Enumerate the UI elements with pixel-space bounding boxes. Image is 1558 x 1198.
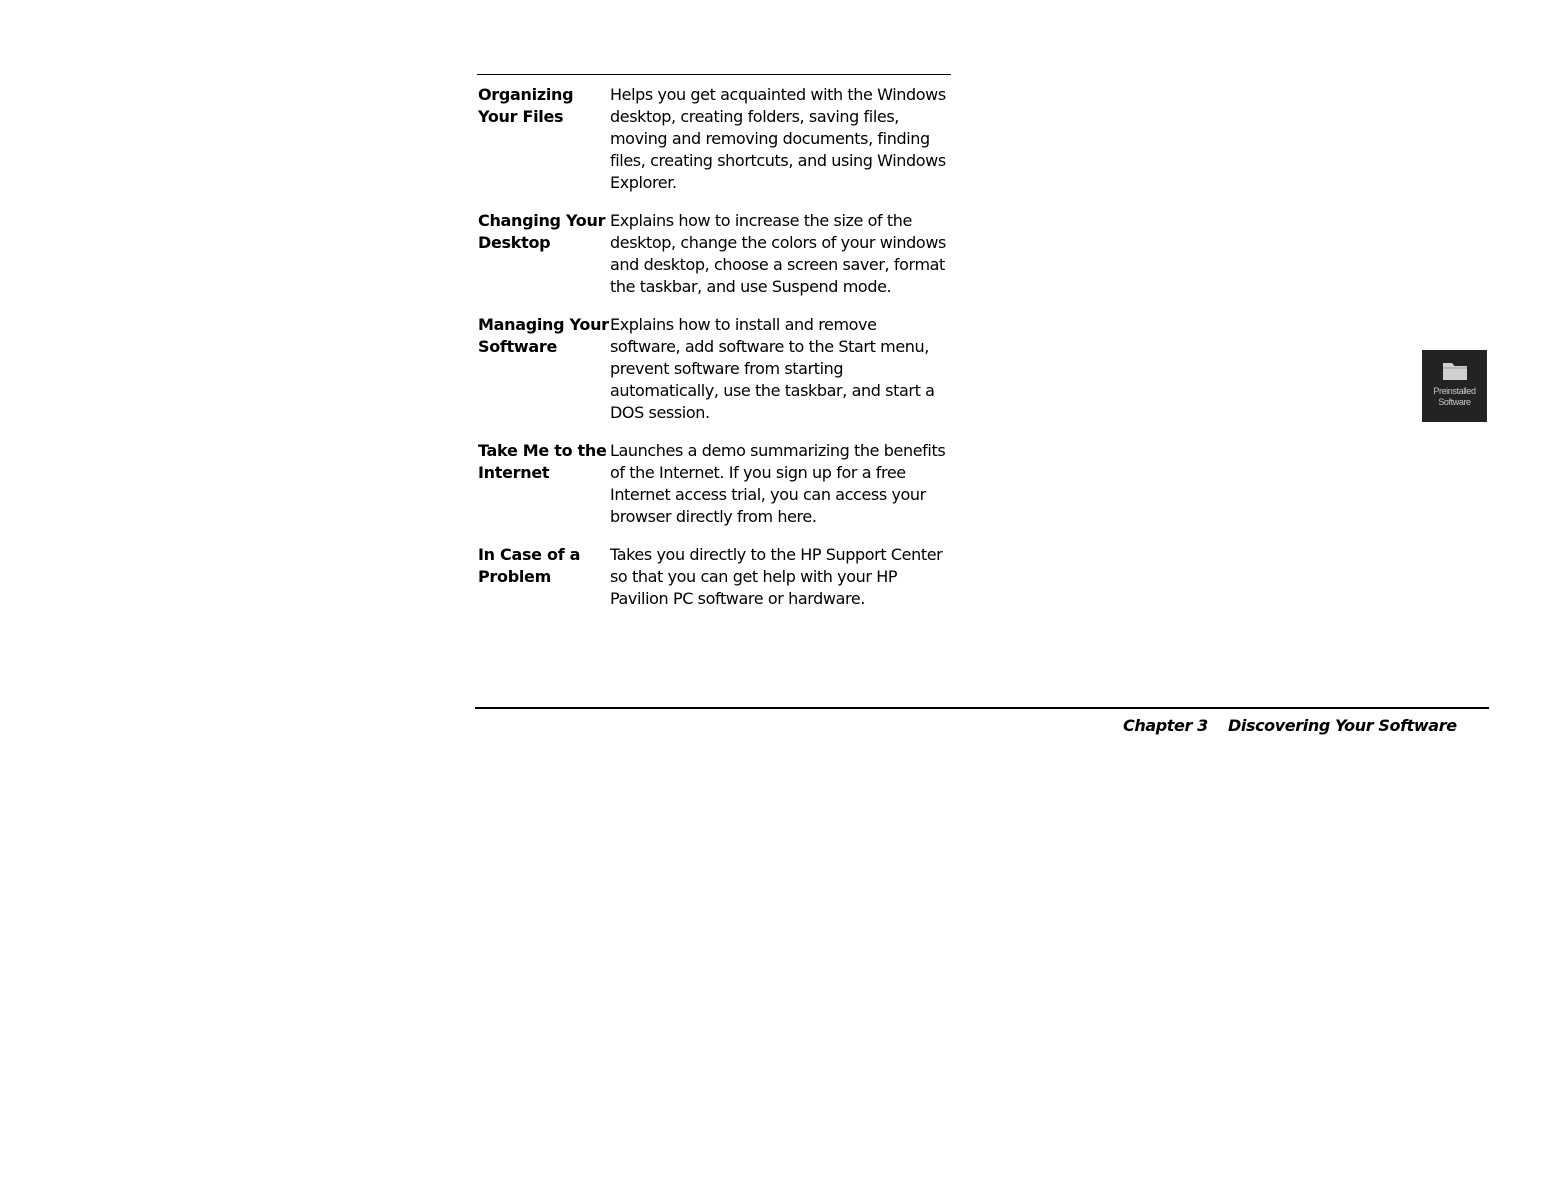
entry-row <box>478 314 948 424</box>
footer-section-title: Discovering Your Software <box>1228 716 1457 735</box>
entry-description: Helps you get acquainted with the Windows desktop, creating folders, saving files, moving and removing documents, finding files, creating shortcuts, and using Windows Explorer. <box>610 85 946 192</box>
entry-term: In Case of a Problem <box>478 545 581 586</box>
entry-description: Explains how to install and remove software, add software to the Start menu, prevent software from starting automatically, use the taskbar, and start a DOS session. <box>610 315 935 422</box>
entry-description: Launches a demo summarizing the benefits of the Internet. If you sign up for a free Internet access trial, you can access your browser directly from here. <box>610 441 946 526</box>
entry-term: Organizing Your Files <box>478 85 574 126</box>
top-divider <box>477 74 951 75</box>
preinstalled-software-tab[interactable] <box>1422 350 1487 422</box>
entry-row <box>478 84 948 194</box>
entry-description: Explains how to increase the size of the desktop, change the colors of your windows and desktop, choose a screen saver, format the taskbar, and use Suspend mode. <box>610 211 946 296</box>
entry-term: Changing Your Desktop <box>478 211 606 252</box>
entry-row <box>478 210 948 298</box>
footer-divider <box>475 707 1489 709</box>
entry-term: Managing Your Software <box>478 315 609 356</box>
footer-chapter: Chapter 3 <box>1123 716 1208 735</box>
folder-icon <box>1441 360 1469 382</box>
entry-row <box>478 544 948 610</box>
side-tab-label: Preinstalled Software <box>1433 386 1476 407</box>
entry-term: Take Me to the Internet <box>478 441 607 482</box>
entry-list <box>478 84 948 610</box>
entry-row <box>478 440 948 528</box>
entry-description: Takes you directly to the HP Support Center so that you can get help with your HP Pavilion PC software or hardware. <box>610 545 943 608</box>
